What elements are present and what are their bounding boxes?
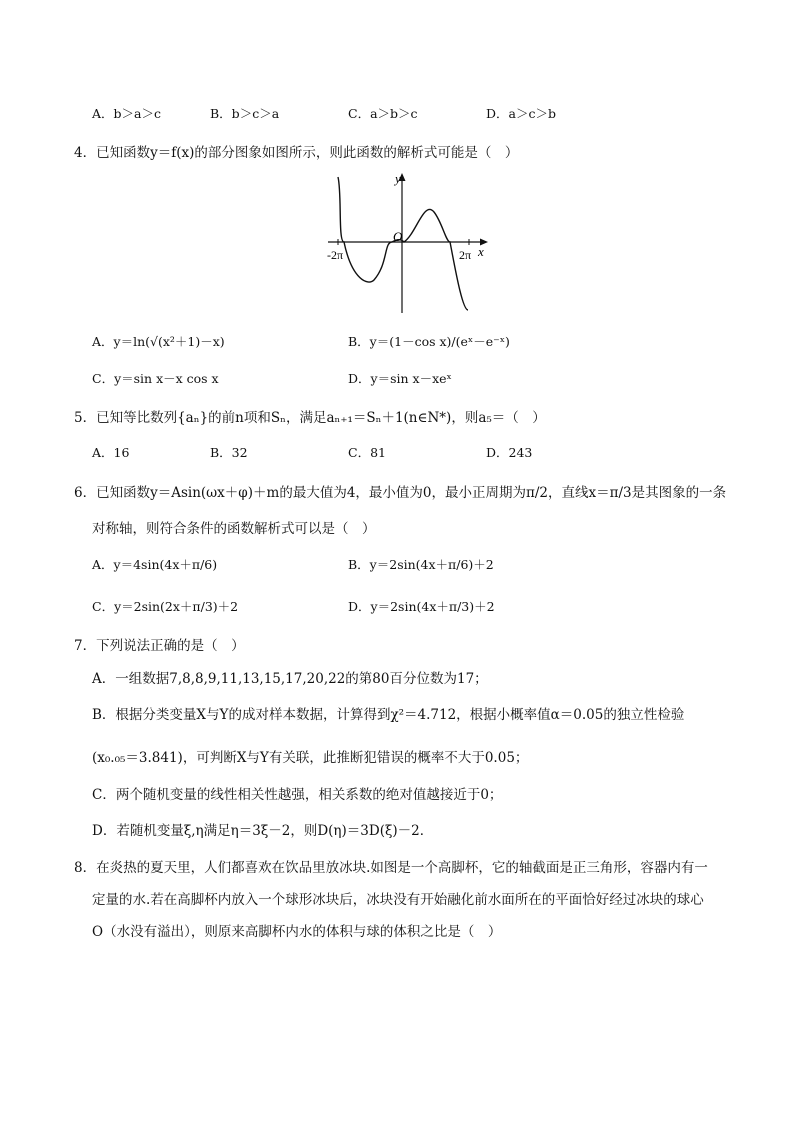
- q6-option-c: C．y＝2sin(2x＋π/3)＋2: [92, 599, 239, 614]
- function-graph: [322, 170, 492, 316]
- q6-stem-line1: 6．已知函数y＝Asin(ωx＋φ)＋m的最大值为4，最小值为0，最小正周期为π/2，直线x＝π/3是其图象的一条: [74, 485, 727, 501]
- q5-option-d: D．243: [486, 445, 533, 460]
- q3-option-b: B．b＞c＞a: [210, 106, 280, 121]
- function-curve: [338, 177, 468, 310]
- q7-option-a: A．一组数据7,8,8,9,11,13,15,17,20,22的第80百分位数为17；: [92, 671, 488, 687]
- q4-option-b: B．y＝(1－cos x)/(eˣ－e⁻ˣ): [348, 334, 510, 349]
- q4-option-d: D．y＝sin x－xeˣ: [348, 371, 452, 386]
- q6-option-b: B．y＝2sin(4x＋π/6)＋2: [348, 557, 494, 572]
- q6-option-d: D．y＝2sin(4x＋π/3)＋2: [348, 599, 495, 614]
- q7-option-c: C．两个随机变量的线性相关性越强，相关系数的绝对值越接近于0；: [92, 787, 503, 803]
- q6-option-a: A．y＝4sin(4x＋π/6): [92, 557, 218, 572]
- q4-stem: 4．已知函数y＝f(x)的部分图象如图所示，则此函数的解析式可能是（ ）: [74, 145, 519, 161]
- q3-option-c: C．a＞b＞c: [348, 106, 418, 121]
- x-axis-label: x: [478, 244, 484, 259]
- q5-option-b: B．32: [210, 445, 248, 460]
- q7-stem: 7．下列说法正确的是（ ）: [74, 638, 245, 654]
- q7-option-b-line1: B．根据分类变量X与Y的成对样本数据，计算得到χ²＝4.712，根据小概率值α＝0.05的独立性检验: [92, 707, 685, 723]
- q5-option-c: C．81: [348, 445, 386, 460]
- q4-option-c: C．y＝sin x－x cos x: [92, 371, 219, 386]
- q3-option-d: D．a＞c＞b: [486, 106, 556, 121]
- origin-label: O: [393, 229, 403, 244]
- q5-stem: 5．已知等比数列{aₙ}的前n项和Sₙ，满足aₙ₊₁＝Sₙ＋1(n∈N*)，则a₅＝（ ）: [74, 410, 546, 426]
- q8-line2: 定量的水.若在高脚杯内放入一个球形冰块后，冰块没有开始融化前水面所在的平面恰好经过冰块的球心: [92, 892, 704, 908]
- q3-option-a: A．b＞a＞c: [92, 106, 161, 121]
- q6-stem-line2: 对称轴，则符合条件的函数解析式可以是（ ）: [92, 521, 376, 537]
- q8-line1: 8．在炎热的夏天里，人们都喜欢在饮品里放冰块.如图是一个高脚杯，它的轴截面是正三角形，容器内有一: [74, 860, 708, 876]
- q7-option-d: D．若随机变量ξ,η满足η＝3ξ－2，则D(η)＝3D(ξ)－2．: [92, 823, 434, 839]
- q7-option-b-line2: (x₀.₀₅＝3.841)，可判断X与Y有关联，此推断犯错误的概率不大于0.05；: [92, 750, 529, 766]
- q4-option-a: A．y＝ln(√(x²＋1)－x): [92, 334, 225, 349]
- q8-line3: O（水没有溢出），则原来高脚杯内水的体积与球的体积之比是（ ）: [92, 924, 502, 940]
- q5-option-a: A．16: [92, 445, 130, 460]
- neg-2pi-label: -2π: [327, 248, 344, 262]
- y-axis-label: y: [395, 171, 401, 186]
- pos-2pi-label: 2π: [459, 248, 472, 262]
